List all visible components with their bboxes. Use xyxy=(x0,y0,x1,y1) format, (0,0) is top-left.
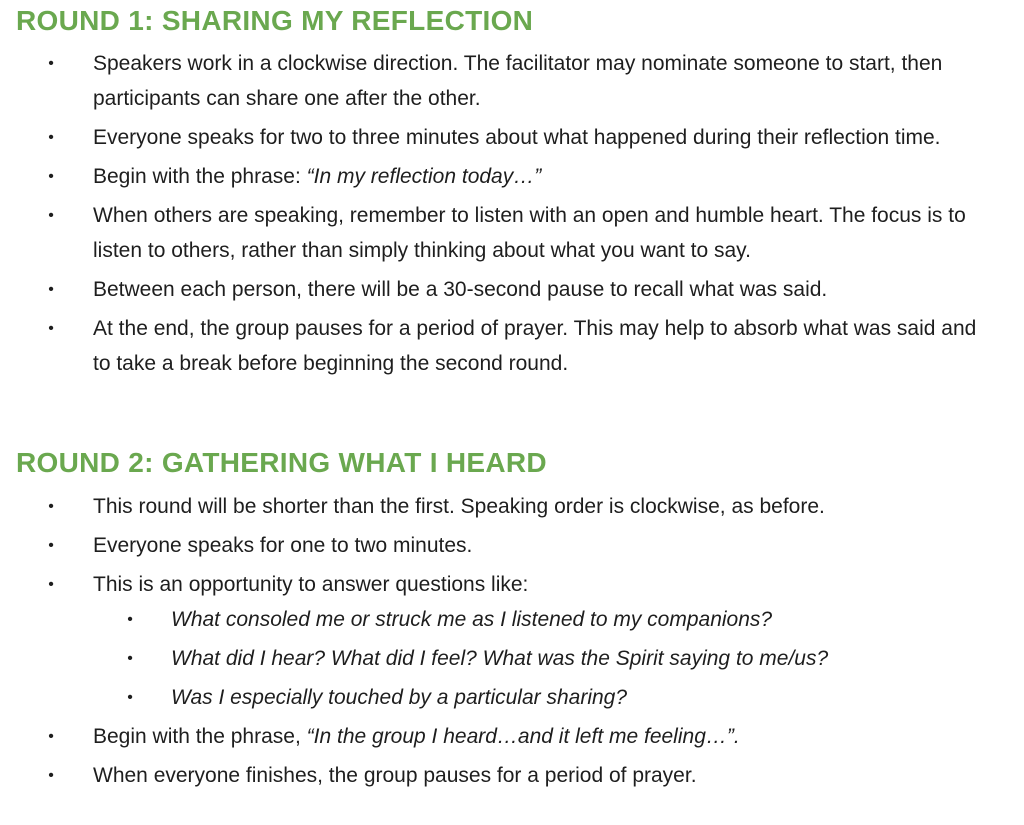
bullet-icon: • xyxy=(48,168,54,185)
round-2-heading: ROUND 2: GATHERING WHAT I HEARD xyxy=(16,447,547,478)
list-item-text: Everyone speaks for one to two minutes. xyxy=(93,534,473,557)
list-item-quote: “In the group I heard…and it left me feeling…”. xyxy=(306,725,740,748)
round-1-heading: ROUND 1: SHARING MY REFLECTION xyxy=(16,5,534,36)
list-item xyxy=(0,198,993,268)
bullet-icon: • xyxy=(48,767,54,784)
list-item xyxy=(0,46,993,116)
list-item xyxy=(0,159,993,194)
bullet-icon: • xyxy=(48,129,54,146)
list-item xyxy=(0,272,993,307)
list-item-text: Begin with the phrase: xyxy=(93,165,307,188)
list-item xyxy=(0,311,993,381)
question-item xyxy=(93,680,993,715)
bullet-icon: • xyxy=(48,207,54,224)
question-text: Was I especially touched by a particular sharing? xyxy=(171,686,628,709)
bullet-icon: • xyxy=(48,576,54,593)
list-item-text: When everyone finishes, the group pauses for a period of prayer. xyxy=(93,764,697,787)
list-item-text: Everyone speaks for two to three minutes about what happened during their reflection time. xyxy=(93,126,941,149)
list-item-text: This round will be shorter than the first. Speaking order is clockwise, as before. xyxy=(93,495,825,518)
list-item-quote: “In my reflection today…” xyxy=(306,165,542,188)
bullet-icon: • xyxy=(48,537,54,554)
bullet-icon: • xyxy=(48,281,54,298)
question-text: What consoled me or struck me as I listened to my companions? xyxy=(171,608,773,631)
list-item-text: Speakers work in a clockwise direction. The facilitator may nominate someone to start, then participants can share one after the other. xyxy=(93,52,943,110)
list-item-text: Begin with the phrase, xyxy=(93,725,307,748)
bullet-icon: • xyxy=(127,611,133,628)
question-item xyxy=(93,641,993,676)
question-text: What did I hear? What did I feel? What was the Spirit saying to me/us? xyxy=(171,647,829,670)
questions-sublist xyxy=(93,602,993,715)
list-item-text: When others are speaking, remember to listen with an open and humble heart. The focus is to listen to others, rather than simply thinking about what you want to say. xyxy=(93,204,966,262)
question-item xyxy=(93,602,993,637)
list-item xyxy=(0,758,993,793)
bullet-icon: • xyxy=(48,320,54,337)
bullet-icon: • xyxy=(127,650,133,667)
bullet-icon: • xyxy=(48,728,54,745)
list-item xyxy=(0,120,993,155)
bullet-icon: • xyxy=(48,498,54,515)
bullet-icon: • xyxy=(127,689,133,706)
list-item-text: This is an opportunity to answer questions like: xyxy=(93,573,529,596)
round-1-list xyxy=(0,46,1024,385)
list-item xyxy=(0,528,993,563)
list-item-text: At the end, the group pauses for a period of prayer. This may help to absorb what was said and to take a break before beginning the second round. xyxy=(93,317,977,375)
bullet-icon: • xyxy=(48,55,54,72)
list-item xyxy=(0,489,993,524)
list-item-text: Between each person, there will be a 30-second pause to recall what was said. xyxy=(93,278,828,301)
list-item xyxy=(0,719,993,754)
round-2-list xyxy=(0,489,1024,797)
list-item xyxy=(0,567,993,715)
